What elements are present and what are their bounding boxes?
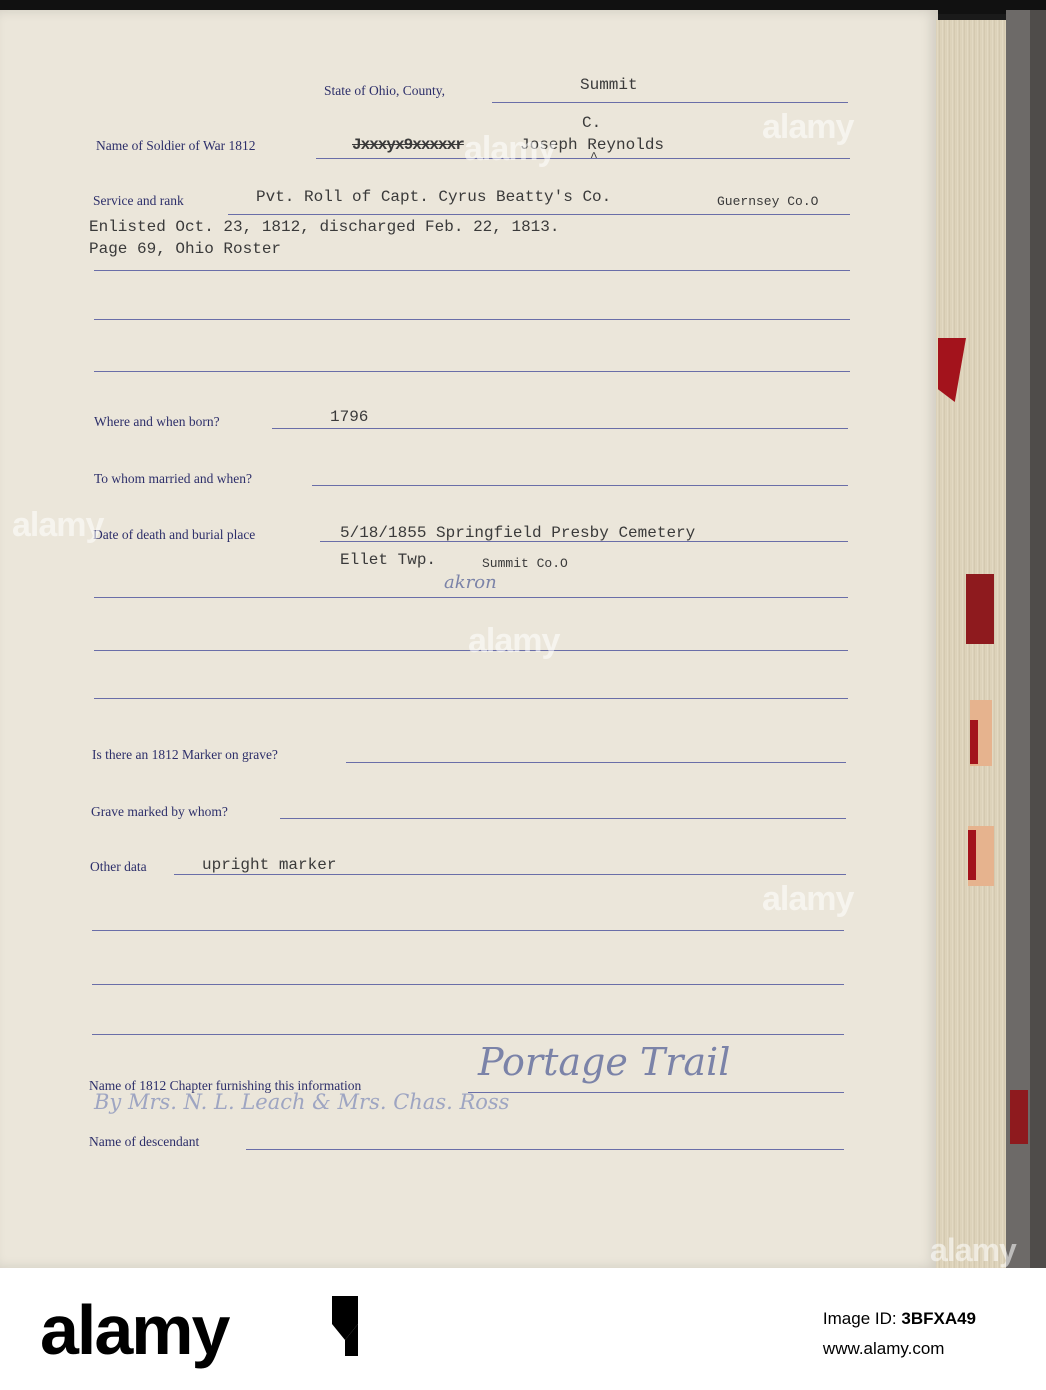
county-rule xyxy=(492,102,848,103)
descendant-label: Name of descendant xyxy=(89,1134,200,1149)
blank-rule-3 xyxy=(94,371,850,372)
born-value: 1796 xyxy=(330,408,369,426)
insert-caret: ^ xyxy=(590,150,598,165)
service-label: Service and rank xyxy=(93,193,184,208)
soldier-name: Joseph Reynolds xyxy=(520,136,665,154)
site-url: www.alamy.com xyxy=(822,1339,945,1358)
soldier-initial-insert: C. xyxy=(582,114,602,132)
image-id-block xyxy=(823,1304,976,1364)
marked-by-rule xyxy=(280,818,846,819)
watermark-top-right: alamy xyxy=(762,108,854,146)
blank-rule-8 xyxy=(92,984,844,985)
chapter-rule xyxy=(468,1092,844,1093)
blank-rule-9 xyxy=(92,1034,844,1035)
married-label: To whom married and when? xyxy=(94,471,253,486)
service-line-3: Page 69, Ohio Roster xyxy=(89,240,282,258)
watermark-bottom-right: alamy xyxy=(930,1232,1016,1268)
chapter-label: Name of 1812 Chapter furnishing this information xyxy=(89,1078,362,1093)
index-tab-5 xyxy=(1010,1090,1028,1144)
death-handwritten-note: akron xyxy=(444,572,497,593)
blank-rule-6 xyxy=(94,698,848,699)
county-value: Summit xyxy=(580,76,638,94)
index-tab-2 xyxy=(966,574,994,644)
other-data-rule xyxy=(174,874,846,875)
soldier-rule xyxy=(316,158,850,159)
married-rule xyxy=(312,485,848,486)
page-stack-edge xyxy=(936,20,1016,1275)
soldier-struck-text: Jxxxyx9xxxxxr xyxy=(352,136,464,154)
watermark-left: alamy xyxy=(12,506,104,544)
image-id-label: Image ID: xyxy=(822,1309,897,1328)
service-line-1: Pvt. Roll of Capt. Cyrus Beatty's Co. xyxy=(256,188,612,206)
index-tab-3-edge xyxy=(970,720,978,764)
descendant-rule xyxy=(246,1149,844,1150)
death-value-line-1: 5/18/1855 Springfield Presby Cemetery xyxy=(340,524,696,542)
chapter-handwriting: Portage Trail xyxy=(478,1040,731,1084)
blank-rule-2 xyxy=(94,319,850,320)
watermark-lower-right: alamy xyxy=(762,880,854,918)
book-cover-shadow xyxy=(1030,10,1046,1285)
marker-rule xyxy=(346,762,846,763)
death-value-line-2-end: Summit Co.O xyxy=(482,556,568,571)
informant-handwriting: By Mrs. N. L. Leach & Mrs. Chas. Ross xyxy=(94,1090,510,1114)
county-label: State of Ohio, County, xyxy=(324,83,445,98)
other-data-label: Other data xyxy=(90,859,147,874)
born-label: Where and when born? xyxy=(94,414,220,429)
born-rule xyxy=(272,428,848,429)
soldier-label: Name of Soldier of War 1812 xyxy=(96,138,256,153)
death-value-line-2: Ellet Twp. xyxy=(340,551,437,569)
alamy-logo-icon xyxy=(330,1296,360,1356)
alamy-logo: alamy xyxy=(40,1291,229,1369)
service-line-2: Enlisted Oct. 23, 1812, discharged Feb. 22, 1813. xyxy=(89,218,560,236)
image-id-value: 3BFXA49 xyxy=(901,1309,976,1328)
blank-rule-7 xyxy=(92,930,844,931)
ledger-page xyxy=(0,10,938,1268)
watermark-top-center: alamy xyxy=(464,130,556,168)
index-tab-4-edge xyxy=(968,830,976,880)
image-id-line xyxy=(823,1304,976,1334)
marker-label: Is there an 1812 Marker on grave? xyxy=(92,747,278,762)
other-data-value: upright marker xyxy=(202,856,337,874)
death-label: Date of death and burial place xyxy=(93,527,256,542)
blank-rule-4 xyxy=(94,597,848,598)
marked-by-label: Grave marked by whom? xyxy=(91,804,228,819)
blank-rule-1 xyxy=(94,270,850,271)
service-rule xyxy=(228,214,850,215)
service-line-1-end: Guernsey Co.O xyxy=(717,194,819,209)
watermark-center: alamy xyxy=(468,622,560,660)
